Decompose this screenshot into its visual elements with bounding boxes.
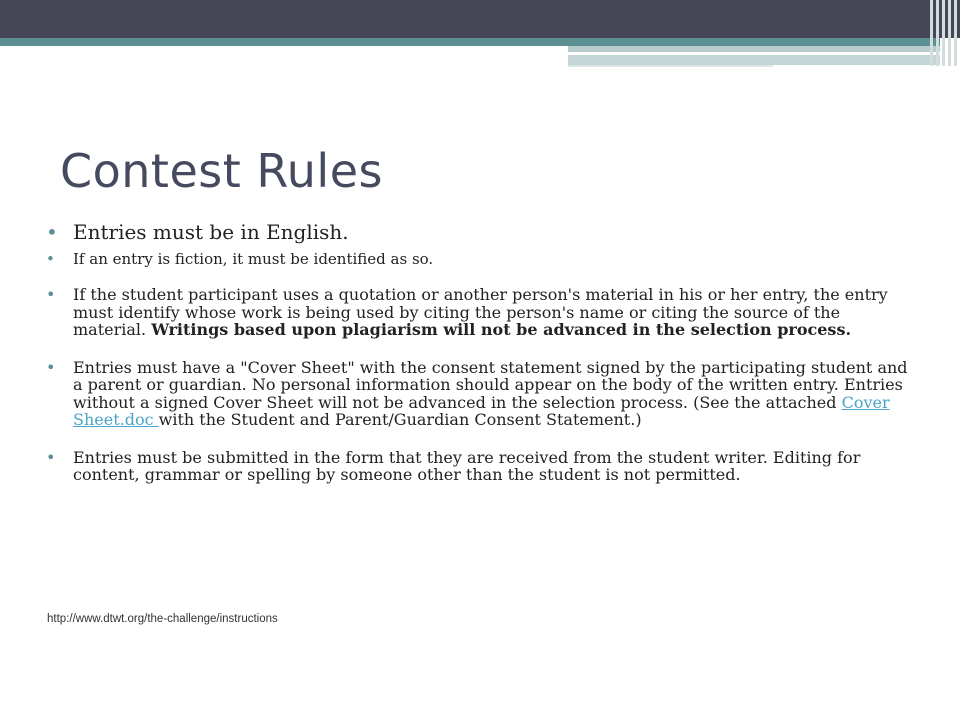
header-decor-stripes: [928, 0, 960, 66]
rule-citation: [46, 286, 916, 339]
header-accent-line: [0, 38, 940, 46]
header-decor-band-thin: [568, 65, 773, 67]
slide-content: [46, 220, 916, 504]
slide-title: Contest Rules: [60, 144, 383, 198]
rule-english: • Entries must be in English.: [46, 220, 916, 244]
source-url: http://www.dtwt.org/the-challenge/instructions: [47, 613, 278, 625]
rule-cover-sheet-text-end: with the Student and Parent/Guardian Consent Statement.): [158, 410, 642, 429]
rule-cover-sheet-text: Entries must have a "Cover Sheet" with the consent statement signed by the participating student and a parent or guardian. No personal information should appear on the body of the written entry. Entries without a signed Cover Sheet will not be advanced in the selection process. (See the attached: [73, 357, 908, 412]
rule-submission-form: • Entries must be submitted in the form that they are received from the student writer. Editing for content, grammar or spelling by someone other than the student is not permitted.: [46, 449, 916, 484]
rule-fiction: • If an entry is fiction, it must be identified as so.: [46, 250, 916, 268]
header-decor-band-lower: [568, 55, 940, 65]
cover-sheet-link[interactable]: Cover Sheet.doc: [73, 392, 890, 429]
rule-citation-text: If the student participant uses a quotation or another person's material in his or her entry, the entry must identify whose work is being used by citing the person's name or citing the source of the material.: [73, 285, 888, 339]
header-bar: [0, 0, 960, 38]
rules-list: [46, 220, 916, 484]
rule-cover-sheet: [46, 359, 916, 429]
rule-plagiarism-bold: Writings based upon plagiarism will not be advanced in the selection process.: [151, 320, 852, 339]
